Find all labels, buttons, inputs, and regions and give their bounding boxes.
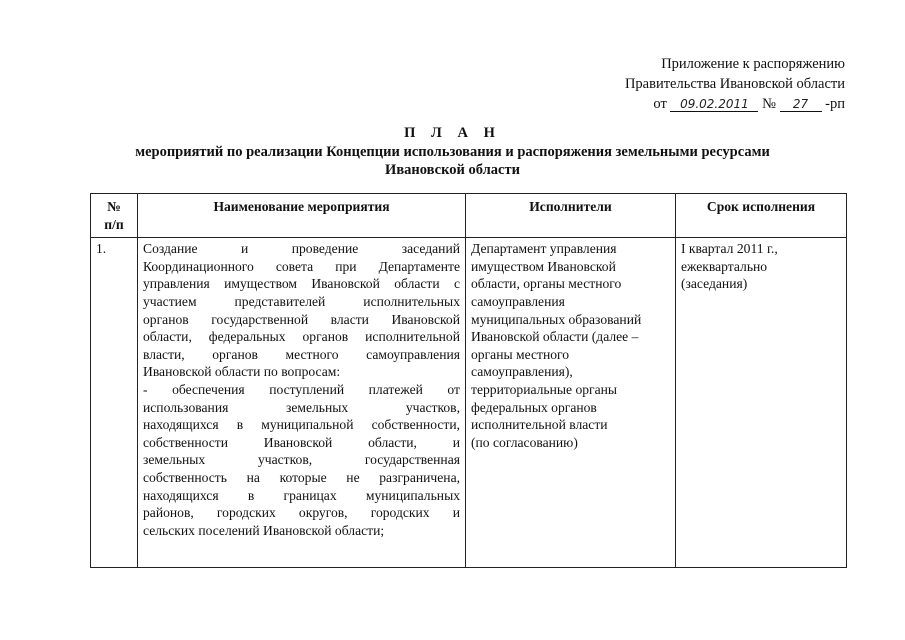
name-line: управления имуществом Ивановской области с [143,276,460,292]
number-sign: № [762,96,776,112]
executor-line: федеральных органов [471,399,597,415]
executor-line: Департамент управления [471,241,617,257]
executor-line: исполнительной власти [471,417,608,433]
row-executors-cell [466,238,676,568]
document-title [0,124,905,179]
name-line: власти, органов местного самоуправления [143,346,460,362]
header-num-line-2: п/п [104,216,124,232]
executor-line: области, органы местного [471,276,622,292]
header-num [91,194,138,238]
executor-line: органы местного [471,346,570,362]
executor-line: территориальные органы [471,381,618,397]
table-header-row [91,194,847,238]
executor-line: имуществом Ивановской [471,258,616,274]
executor-line: (по согласованию) [471,434,578,450]
name-line: органов государственной власти Ивановской [143,311,460,327]
appendix-line-2: Правительства Ивановской области [624,76,845,92]
handwritten-date: 09.02.2011 [670,97,758,112]
name-line: Создание и проведение заседаний [143,241,460,257]
plan-table [90,193,847,568]
appendix-from-label: от [653,96,667,112]
name-line: находящихся в муниципальной собственности, [143,417,460,433]
appendix-date-line [625,94,845,114]
appendix-line-1: Приложение к распоряжению [661,56,845,72]
header-num-line-1: № [107,199,121,214]
header-executors: Исполнители [466,194,676,238]
row-num-cell: 1. [91,238,138,568]
appendix-header [625,54,845,114]
term-line: I квартал 2011 г., [681,241,778,257]
header-name: Наименование мероприятия [138,194,466,238]
name-line: Ивановской области по вопросам: [143,364,341,380]
table-row [91,238,847,568]
plan-heading: П Л А Н [404,125,501,141]
name-line: участием представителей исполнительных [143,293,460,309]
executor-line: Ивановской области (далее – [471,329,639,345]
order-suffix: -рп [825,96,845,112]
row-term-cell [676,238,847,568]
name-line: использования земельных участков, [143,399,460,415]
name-line: земельных участков, государственная [143,452,460,468]
name-line: сельских поселений Ивановской области; [143,522,385,538]
name-line: собственность на которые не разграничена, [143,469,460,485]
name-line: области, федеральных органов исполнительной [143,329,460,345]
name-line: находящихся в границах муниципальных [143,487,460,503]
name-line: Координационного совета при Департаменте [143,258,460,274]
name-line: - обеспечения поступлений платежей от [143,381,460,397]
term-line: (заседания) [681,276,748,292]
plan-subtitle-line-2: Ивановской области [385,162,520,178]
row-name-cell [138,238,466,568]
term-line: ежеквартально [681,258,768,274]
executor-line: самоуправления [471,293,565,309]
header-term: Срок исполнения [676,194,847,238]
name-line: собственности Ивановской области, и [143,434,460,450]
plan-subtitle-line-1: мероприятий по реализации Концепции использования и распоряжения земельными ресурсами [135,144,770,160]
executor-line: муниципальных образований [471,311,642,327]
name-line: районов, городских округов, городских и [143,505,460,521]
handwritten-number: 27 [780,97,822,112]
executor-line: самоуправления), [471,364,573,380]
